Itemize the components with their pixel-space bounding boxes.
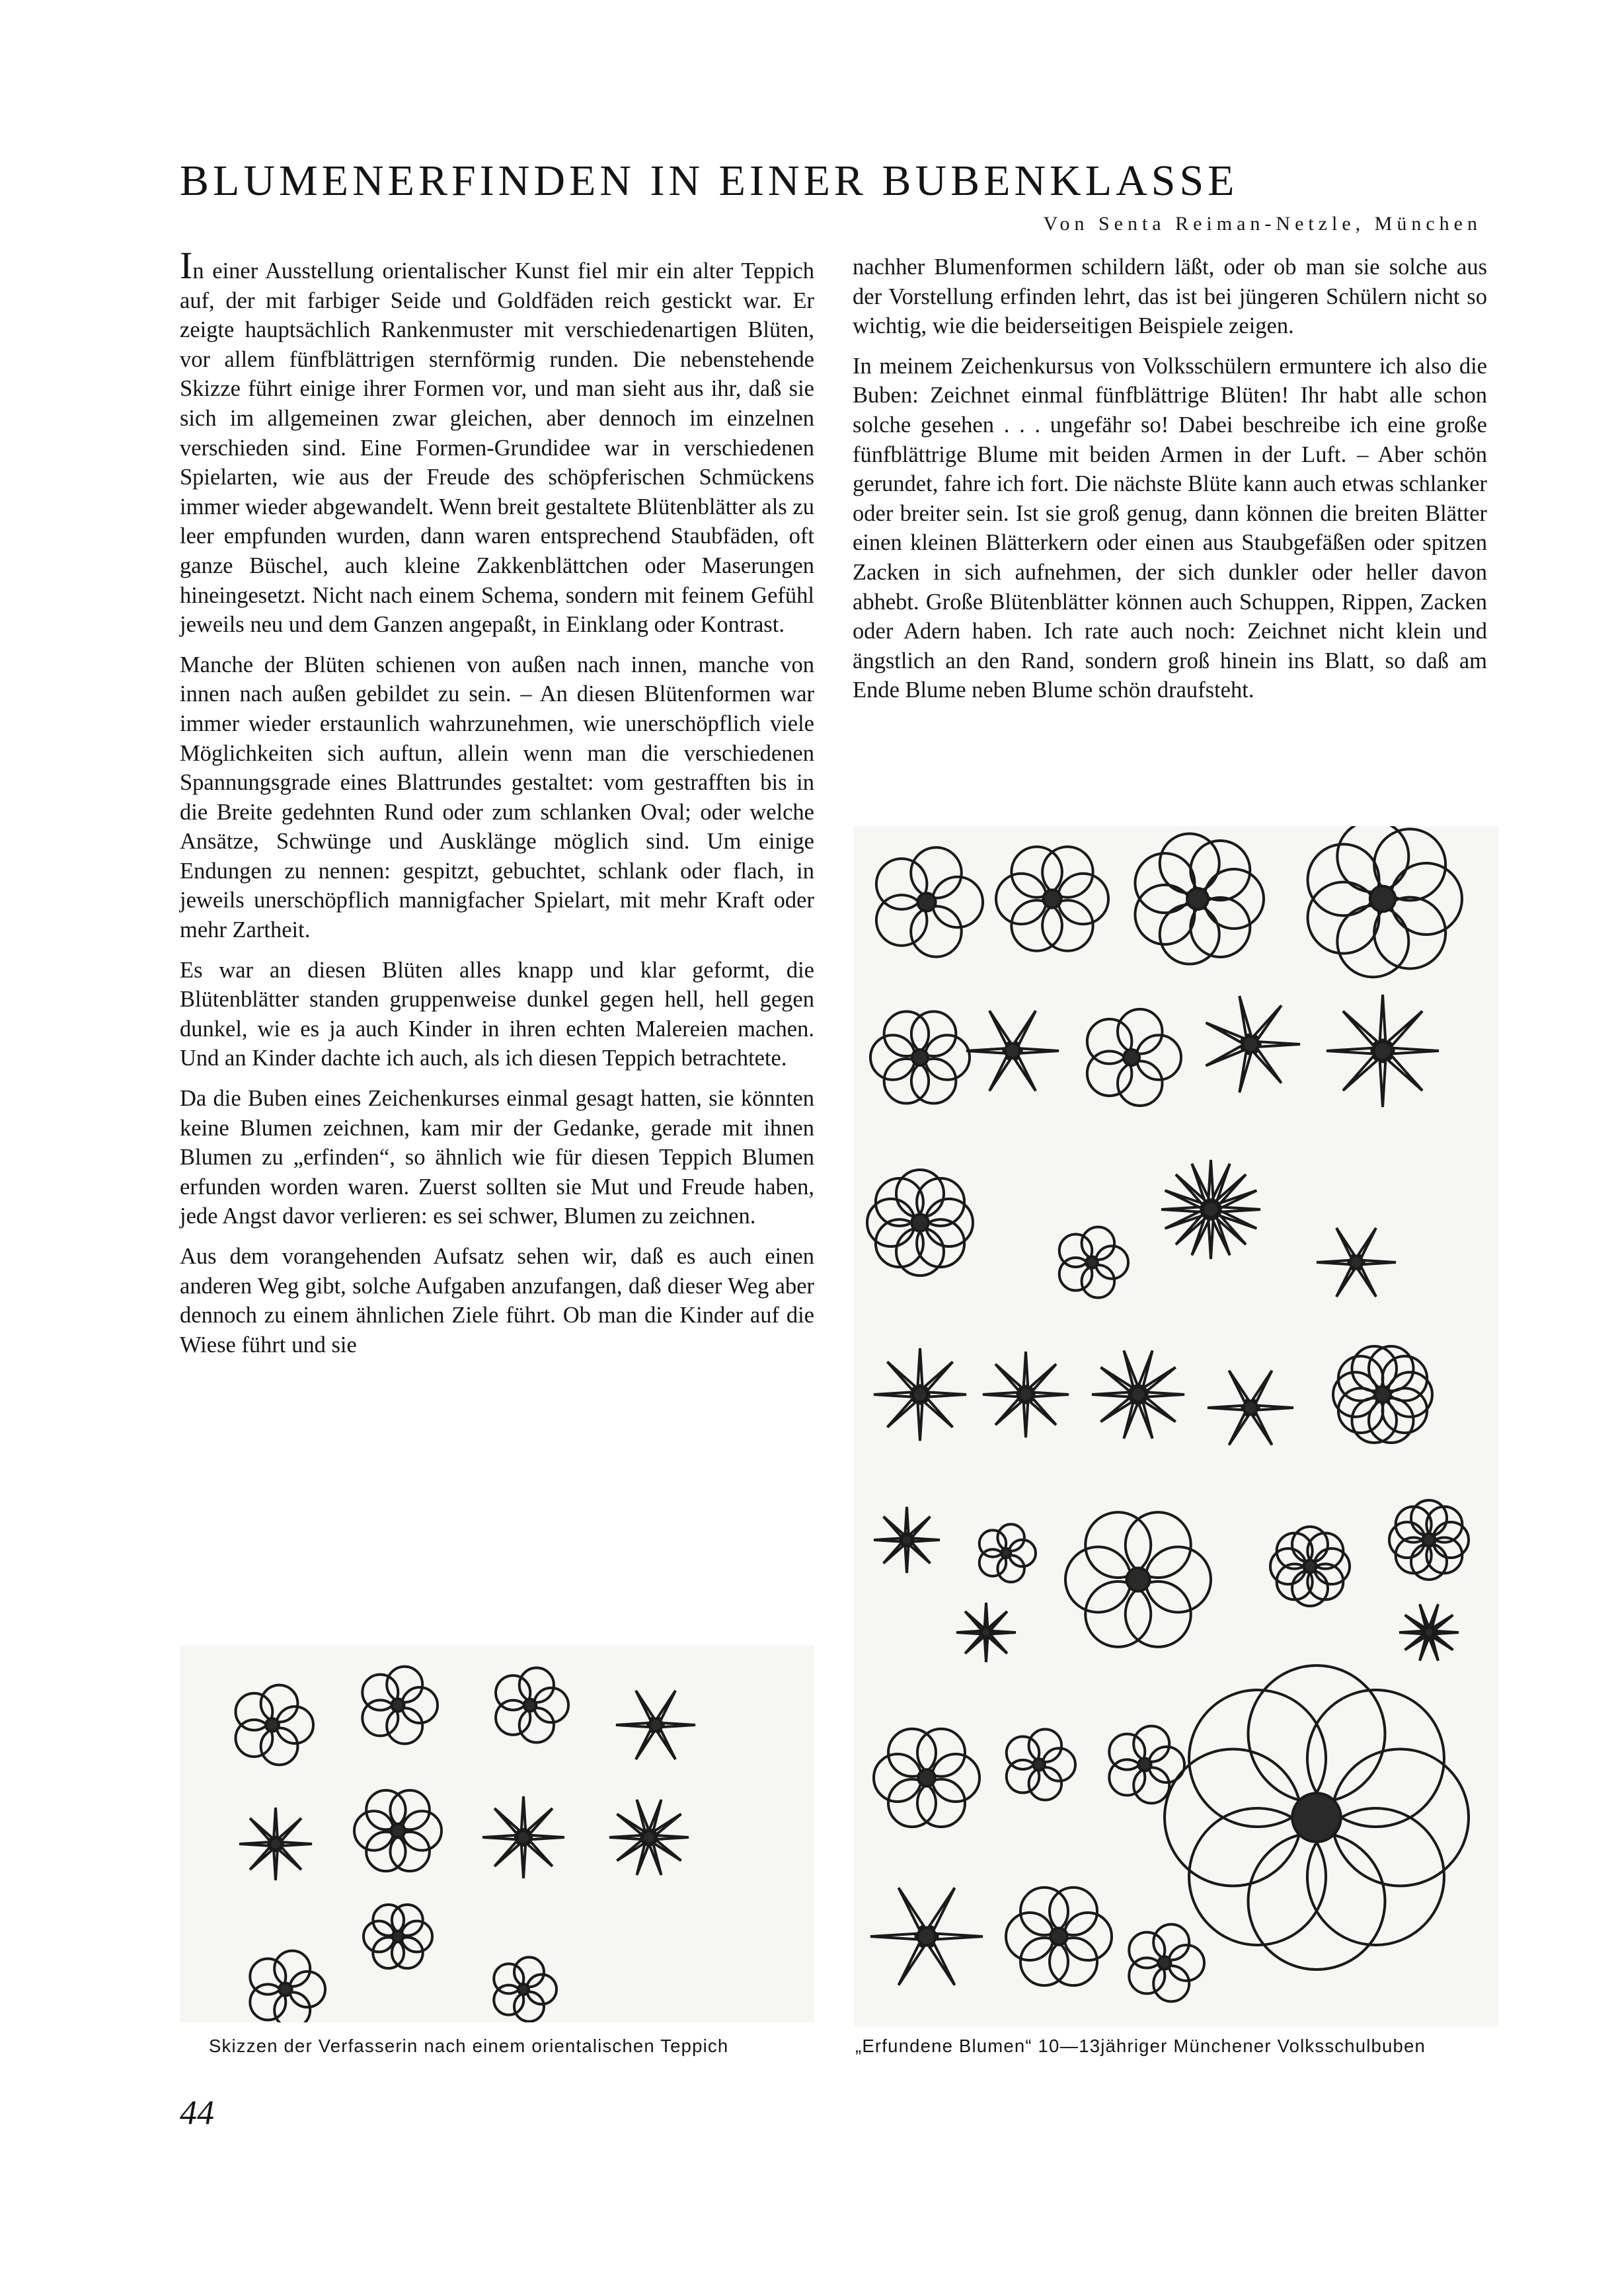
paragraph: Es war an diesen Blüten alles knapp und klar geformt, die Blütenblätter standen gruppenweise dunkel gegen hell, hell gegen dunkel, wie es ja auch Kinder in ihren echten Malereien machen. Und an Kinder dachte ich auch, als ich diesen Teppich betrachtete. — [180, 957, 814, 1071]
article-title: BLUMENERFINDEN IN EINER BUBENKLASSE — [180, 157, 1239, 205]
flower-drawing — [1206, 996, 1300, 1092]
flower-drawing — [1308, 826, 1462, 977]
flower-drawing — [867, 1170, 973, 1276]
paragraph: Da die Buben eines Zeichenkurses einmal gesagt hatten, sie könnten keine Blumen zeichnen, kam mir der Gedanke, gerade mit ihnen Blumen zu „erfinden“, so ähnlich wie für diesen Teppich Blumen erfunden worden waren. Zuerst sollten sie Mut und Freude haben, jede Angst davor verlieren: es sei schwer, Blumen zu zeichnen. — [180, 1086, 814, 1229]
flower-drawing — [1317, 1228, 1396, 1297]
flower-drawing — [250, 1951, 325, 2022]
flower-sketches-drawing — [180, 1646, 814, 2022]
flower-drawing — [616, 1691, 695, 1759]
flower-drawing — [236, 1685, 313, 1765]
flower-drawing — [870, 1888, 983, 1985]
paragraph: Manche der Blüten schienen von außen nach innen, manche von innen nach außen gebildet zu sein. – An diesen Blütenformen war immer wieder erstaunlich wahrzunehmen, wie unerschöpflich viele Möglichkeiten sich auftun, allein wenn man die verschiedenen Spannungsgrade eines Blattrundes gestaltet: vom gestrafften bis in die Breite gedehnten Rund oder zum schlanken Oval; oder welche Ansätze, Schwünge und Ausklänge möglich sind. Um einige Endungen zu nennen: gespitzt, gebuchtet, schlank oder flach, in jeweils unerschöpflich mannigfacher Spielart, mit mehr Kraft oder mehr Zartheit. — [180, 652, 814, 943]
flower-drawing — [1326, 995, 1439, 1107]
flower-drawing — [496, 1668, 568, 1743]
flower-drawing — [482, 1796, 564, 1878]
flower-drawing — [1059, 1227, 1128, 1297]
flower-drawing — [1165, 1665, 1469, 1970]
flower-drawing — [876, 847, 983, 956]
flower-drawing — [364, 1905, 432, 1968]
right-figure-caption: „Erfundene Blumen“ 10—13jähriger Münchener Volksschulbuben — [855, 2036, 1426, 2056]
flower-drawing — [1006, 1888, 1112, 1985]
invented-flowers-figure — [854, 826, 1498, 2026]
flower-drawing — [1007, 1729, 1075, 1800]
flower-drawing — [239, 1808, 312, 1880]
flower-drawing — [1065, 1512, 1211, 1647]
flower-drawing — [874, 1729, 980, 1827]
flower-drawing — [1109, 1726, 1184, 1804]
flower-drawing — [494, 1957, 557, 2021]
flower-drawing — [1092, 1350, 1184, 1438]
flower-drawing — [1087, 1009, 1181, 1106]
flower-drawing — [1270, 1527, 1350, 1606]
drop-cap: I — [180, 244, 193, 287]
left-figure-caption: Skizzen der Verfasserin nach einem orientalischen Teppich — [209, 2036, 729, 2056]
flower-drawing — [362, 1667, 438, 1744]
children-flower-drawings — [854, 826, 1498, 2026]
flower-sketches-figure — [180, 1646, 814, 2022]
flower-drawing — [983, 1352, 1069, 1437]
paragraph: In einer Ausstellung orientalischer Kunst fiel mir ein alter Teppich auf, der mit farbiger Seide und Goldfäden reich gestickt war. Er zeigte hauptsächlich Rankenmuster mit verschiedenartigen Blüten, vor allem fünfblättrigen sternförmig runden. Die nebenstehende Skizze führt einige ihrer Formen vor, und man sieht aus ihr, daß sie sich im allgemeinen zwar gleichen, aber dennoch im einzelnen verschieden sind. Eine Formen-Grundidee war in verschiedenen Spielarten, wie aus der Freude des schöpferischen Schmückens immer wieder abgewandelt. Wenn breit gestaltete Blütenblätter als zu leer empfunden wurden, dann waren entsprechend Staubfäden, oft ganze Büschel, auch kleine Zakkenblättchen oder Maserungen hineingesetzt. Nicht nach einem Schema, sondern mit feinem Gefühl jeweils neu und dem Ganzen angepaßt, in Einklang oder Kontrast. — [180, 244, 814, 638]
flower-drawing — [874, 1507, 940, 1573]
paragraph: nachher Blumenformen schildern läßt, oder ob man sie solche aus der Vorstellung erfinden lehrt, das ist bei jüngeren Schülern nicht so wichtig, wie die beiderseitigen Beispiele zeigen. — [853, 254, 1487, 339]
flower-drawing — [1399, 1604, 1459, 1661]
flower-drawing — [980, 1524, 1036, 1582]
flower-drawing — [1333, 1346, 1432, 1443]
byline: Von Senta Reiman-Netzle, München — [1043, 213, 1482, 235]
flower-drawing — [1129, 1925, 1204, 2002]
page-number: 44 — [180, 2094, 214, 2132]
flower-drawing — [1161, 1160, 1260, 1259]
flower-drawing — [354, 1790, 442, 1871]
flower-drawing — [966, 1011, 1059, 1091]
flower-drawing — [996, 847, 1108, 950]
flower-drawing — [1208, 1371, 1293, 1445]
flower-drawing — [956, 1603, 1016, 1662]
flower-drawing — [609, 1800, 689, 1875]
flower-drawing — [870, 1012, 970, 1104]
flower-drawing — [1389, 1500, 1469, 1580]
paragraph: Aus dem vorangehenden Aufsatz sehen wir, daß es auch einen anderen Weg gibt, solche Aufgaben anzufangen, daß dieser Weg aber dennoch zu einem ähnlichen Ziele führt. Ob man die Kinder auf die Wiese führt und sie — [180, 1244, 814, 1358]
paragraph: In meinem Zeichenkursus von Volksschülern ermuntere ich also die Buben: Zeichnet einmal fünfblättrige Blüten! Ihr habt alle schon solche gesehen . . . ungefähr so! Dabei beschreibe ich eine große fünfblättrige Blume mit beiden Armen in der Luft. – Aber schön gerundet, fahre ich fort. Die nächste Blüte kann auch etwas schlanker oder breiter sein. Ist sie groß genug, dann können die breiten Blätter einen kleinen Blätterkern oder einen aus Staubgefäßen oder spitzen Zacken in sich aufnehmen, der sich dunkler oder heller davon abhebt. Große Blütenblätter können auch Schuppen, Rippen, Zacken oder Adern haben. Ich rate auch noch: Zeichnet nicht klein und ängstlich an den Rand, sondern groß hinein ins Blatt, so daß am Ende Blume neben Blume schön draufsteht. — [853, 353, 1487, 703]
left-column — [180, 244, 814, 1370]
flower-drawing — [1135, 833, 1264, 964]
flower-drawing — [874, 1348, 966, 1441]
right-column — [853, 252, 1487, 716]
